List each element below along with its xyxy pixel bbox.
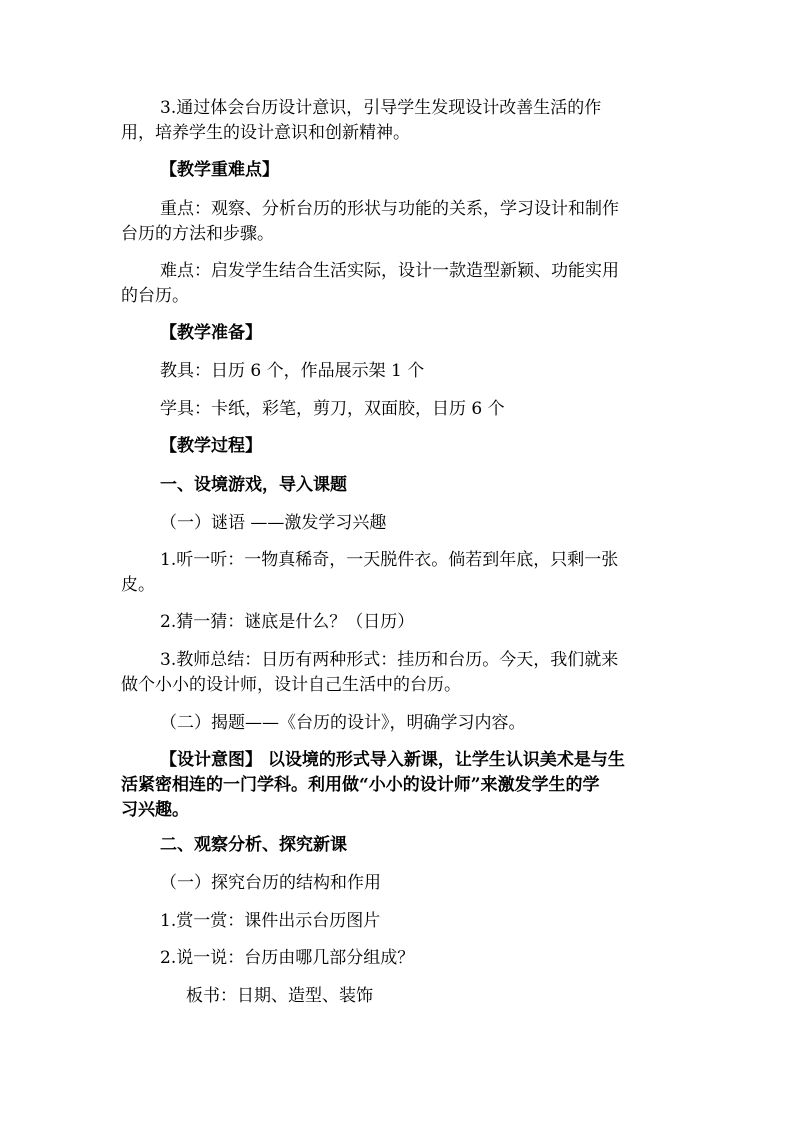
line: 皮。	[121, 575, 155, 595]
heading-text: 【教学重难点】	[160, 160, 279, 180]
heading-process	[160, 434, 680, 459]
line: 2.猜一猜：谜底是什么？（日历）	[160, 612, 415, 632]
heading-text: 【教学过程】	[160, 436, 262, 456]
heading-text: 二、观察分析、探究新课	[160, 835, 347, 855]
line: 用，培养学生的设计意识和创新精神。	[121, 123, 410, 143]
line: 台历的方法和步骤。	[121, 224, 274, 244]
paragraph-teaching-tools	[160, 359, 680, 384]
paragraph-design-intent-cont	[121, 773, 681, 798]
line: （一）探究台历的结构和作用	[160, 873, 381, 893]
paragraph-appreciate	[160, 909, 680, 934]
paragraph-difficult-point-cont	[121, 284, 681, 309]
paragraph-design-intent	[160, 748, 680, 773]
paragraph-explore-structure	[160, 871, 680, 896]
line: 2.说一说：台历由哪几部分组成？	[160, 948, 415, 968]
paragraph-design-intent-cont2	[121, 798, 681, 823]
paragraph-key-point-cont	[121, 222, 681, 247]
line: 的台历。	[121, 286, 189, 306]
paragraph-riddle	[160, 511, 680, 536]
line: 【设计意图】 以设境的形式导入新课，让学生认识美术是与生	[160, 750, 625, 770]
paragraph-listen	[160, 548, 680, 573]
paragraph-objective-3	[160, 96, 680, 121]
line: 习兴趣。	[121, 800, 189, 820]
paragraph-say	[160, 946, 680, 971]
heading-text: 一、设境游戏，导入课题	[160, 475, 347, 495]
line: 重点：观察、分析台历的形状与功能的关系，学习设计和制作	[160, 199, 619, 219]
paragraph-blackboard	[186, 984, 686, 1009]
paragraph-teacher-summary-cont	[121, 673, 681, 698]
line: 1.赏一赏：课件出示台历图片	[160, 911, 381, 931]
line: 学具：卡纸，彩笔，剪刀，双面胶，日历 6 个	[160, 399, 505, 419]
line: 3.教师总结：日历有两种形式：挂历和台历。今天，我们就来	[160, 650, 619, 670]
paragraph-reveal-topic	[160, 711, 680, 736]
line: 做个小小的设计师，设计自己生活中的台历。	[121, 675, 461, 695]
paragraph-student-tools	[160, 397, 680, 422]
heading-text: 【教学准备】	[160, 323, 262, 343]
line: 难点：启发学生结合生活实际，设计一款造型新颖、功能实用	[160, 261, 619, 281]
paragraph-guess	[160, 610, 680, 635]
line: 1.听一听：一物真稀奇，一天脱件衣。倘若到年底，只剩一张	[160, 550, 619, 570]
paragraph-listen-cont	[121, 573, 681, 598]
line: （一）谜语 ——激发学习兴趣	[160, 513, 387, 533]
heading-preparation	[160, 321, 680, 346]
heading-section-1	[160, 473, 680, 498]
heading-section-2	[160, 833, 680, 858]
heading-key-points	[160, 158, 680, 183]
line: （二）揭题——《台历的设计》，明确学习内容。	[160, 713, 526, 733]
line: 3.通过体会台历设计意识，引导学生发现设计改善生活的作	[160, 98, 602, 118]
line: 活紧密相连的一门学科。利用做“小小的设计师”来激发学生的学	[121, 775, 600, 795]
paragraph-objective-3-cont	[121, 121, 681, 146]
paragraph-teacher-summary	[160, 648, 680, 673]
line: 板书：日期、造型、装饰	[186, 986, 373, 1006]
line: 教具：日历 6 个，作品展示架 1 个	[160, 361, 425, 381]
paragraph-key-point	[160, 197, 680, 222]
paragraph-difficult-point	[160, 259, 680, 284]
